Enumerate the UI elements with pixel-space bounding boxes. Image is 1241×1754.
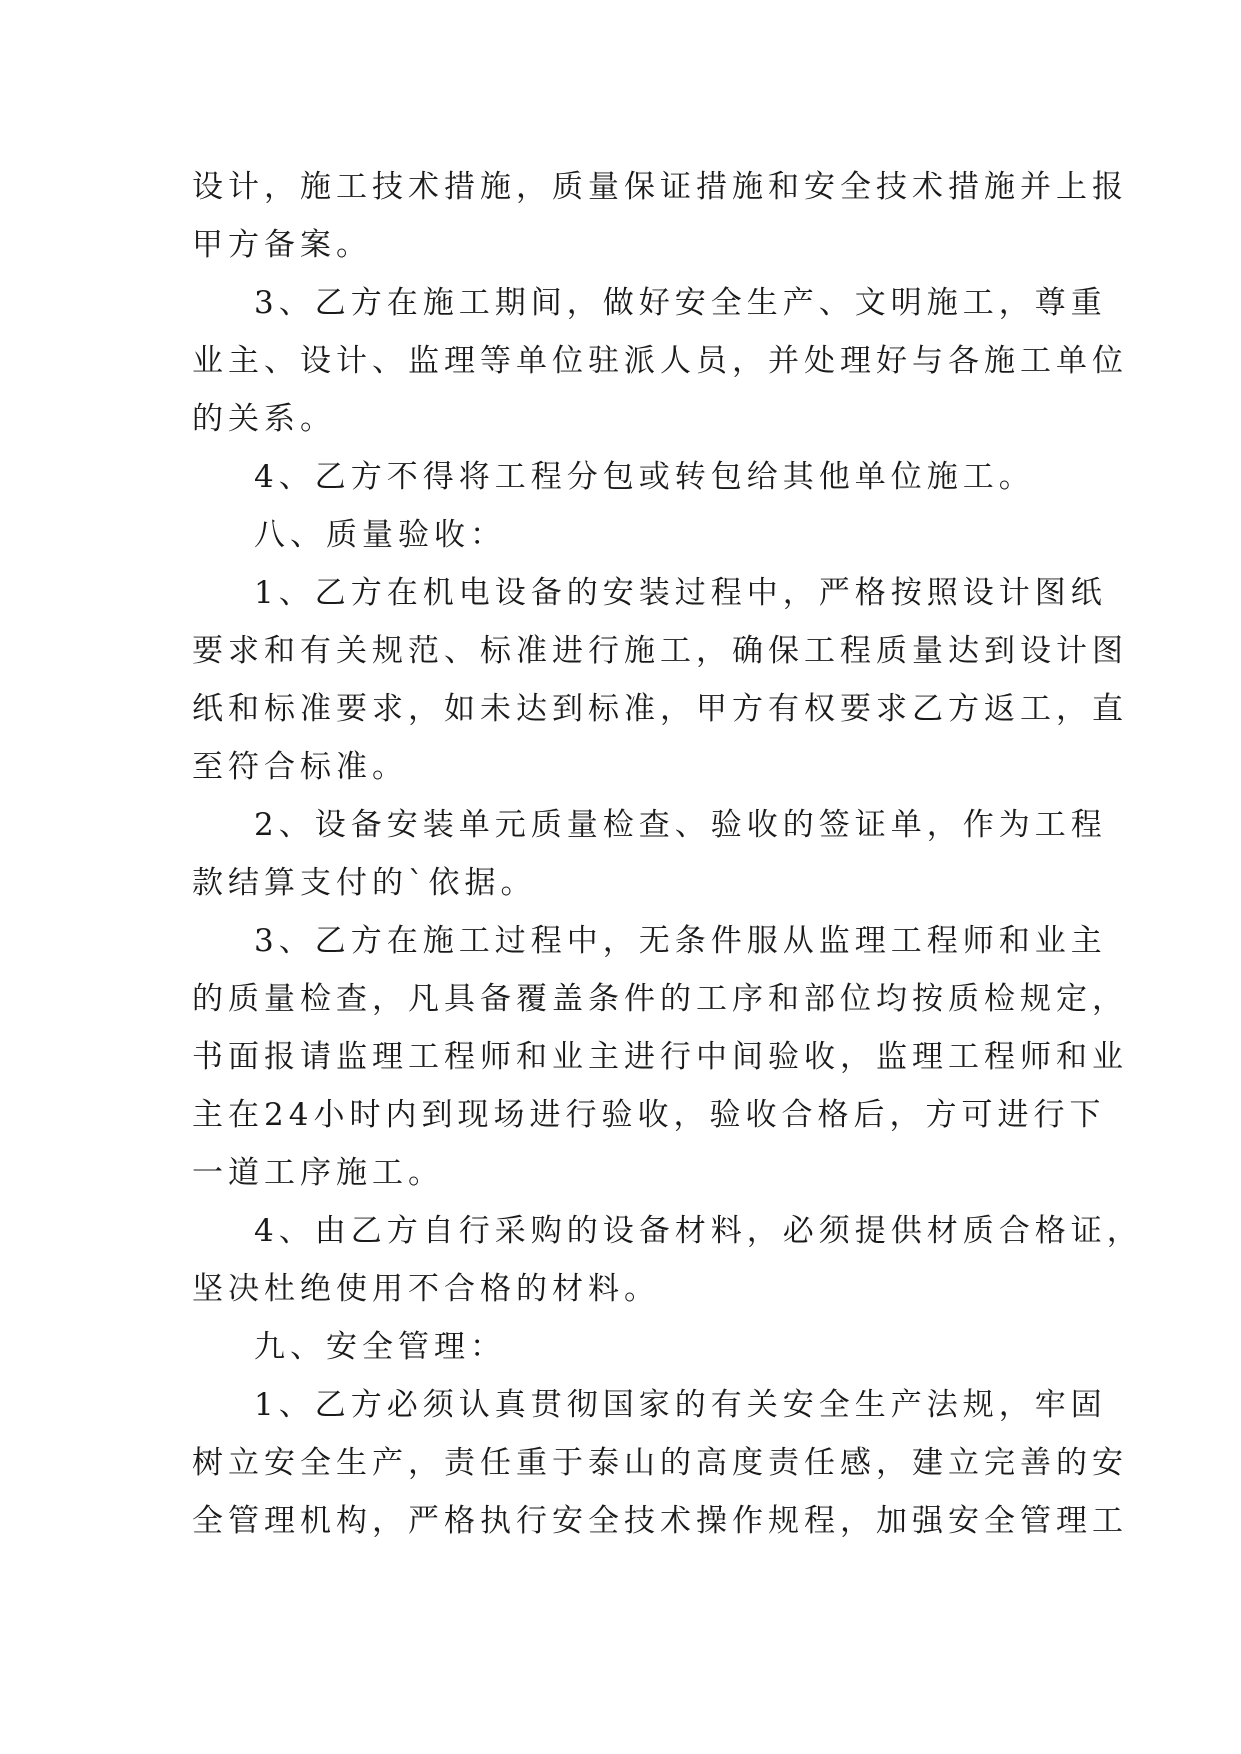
text-line: 纸和标准要求，如未达到标准，甲方有权要求乙方返工，直 [192,691,1128,727]
text-line: 3、乙方在施工过程中，无条件服从监理工程师和业主 [254,923,1107,959]
text-line: 2、设备安装单元质量检查、验收的签证单，作为工程 [254,807,1107,843]
text-line: 至符合标准。 [192,749,408,785]
text-line: 主在24小时内到现场进行验收，验收合格后，方可进行下 [192,1097,1106,1133]
document-body [192,158,1143,1550]
text-line: 的质量检查，凡具备覆盖条件的工序和部位均按质检规定， [192,981,1128,1017]
text-line: 设计，施工技术措施，质量保证措施和安全技术措施并上报 [192,169,1128,205]
text-line: 款结算支付的`依据。 [192,865,537,901]
text-line: 树立安全生产，责任重于泰山的高度责任感，建立完善的安 [192,1445,1128,1481]
text-line: 4、乙方不得将工程分包或转包给其他单位施工。 [254,459,1035,495]
text-line: 要求和有关规范、标准进行施工，确保工程质量达到设计图 [192,633,1128,669]
text-line: 3、乙方在施工期间，做好安全生产、文明施工，尊重 [254,285,1107,321]
text-line: 业主、设计、监理等单位驻派人员，并处理好与各施工单位 [192,343,1128,379]
text-line: 1、乙方在机电设备的安装过程中，严格按照设计图纸 [254,575,1107,611]
section-heading: 九、安全管理： [254,1329,506,1365]
text-line: 的关系。 [192,401,336,437]
text-line: 4、由乙方自行采购的设备材料，必须提供材质合格证， [254,1213,1143,1249]
text-line: 一道工序施工。 [192,1155,444,1191]
section-heading: 八、质量验收： [254,517,506,553]
text-line: 坚决杜绝使用不合格的材料。 [192,1271,660,1307]
text-line: 书面报请监理工程师和业主进行中间验收，监理工程师和业 [192,1039,1128,1075]
text-line: 甲方备案。 [192,227,372,263]
text-line: 1、乙方必须认真贯彻国家的有关安全生产法规，牢固 [254,1387,1107,1423]
text-line: 全管理机构，严格执行安全技术操作规程，加强安全管理工 [192,1503,1128,1539]
